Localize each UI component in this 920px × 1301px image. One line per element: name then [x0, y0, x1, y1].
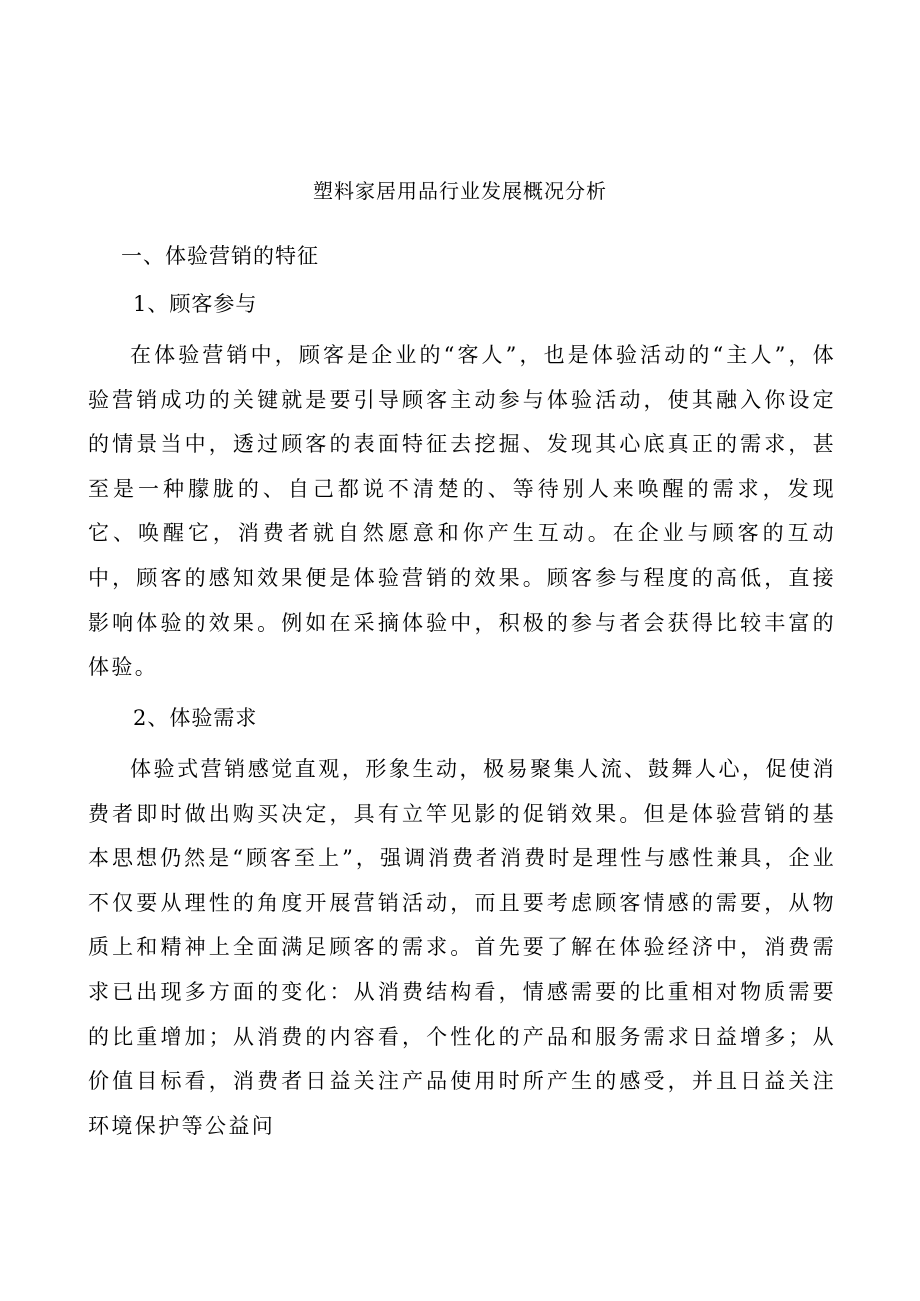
section-heading: 一、体验营销的特征 [121, 244, 319, 268]
paragraph-customer-participation: 在体验营销中，顾客是企业的“客人”，也是体验活动的“主人”，体验营销成功的关键就是要引导顾客主动参与体验活动，使其融入你设定的情景当中，透过顾客的表面特征去挖掘、发现其心底真正的需求，甚至是一种朦胧的、自己都说不清楚的、等待别人来唤醒的需求，发现它、唤醒它，消费者就自然愿意和你产生互动。在企业与顾客的互动中，顾客的感知效果便是体验营销的效果。顾客参与程度的高低，直接影响体验的效果。例如在采摘体验中，积极的参与者会获得比较丰富的体验。 [88, 343, 836, 680]
document-title: 塑料家居用品行业发展概况分析 [313, 179, 607, 203]
paragraph-experience-demand: 体验式营销感觉直观，形象生动，极易聚集人流、鼓舞人心，促使消费者即时做出购买决定，具有立竿见影的促销效果。但是体验营销的基本思想仍然是“顾客至上”，强调消费者消费时是理性与感性兼具，企业不仅要从理性的角度开展营销活动，而且要考虑顾客情感的需要，从物质上和精神上全面满足顾客的需求。首先要了解在体验经济中，消费需求已出现多方面的变化：从消费结构看，情感需要的比重相对物质需要的比重增加；从消费的内容看，个性化的产品和服务需求日益增多；从价值目标看，消费者日益关注产品使用时所产生的感受，并且日益关注环境保护等公益问 [88, 757, 836, 1138]
subsection-heading-experience-demand: 2、体验需求 [133, 706, 258, 730]
subsection-heading-customer-participation: 1、顾客参与 [133, 292, 258, 316]
